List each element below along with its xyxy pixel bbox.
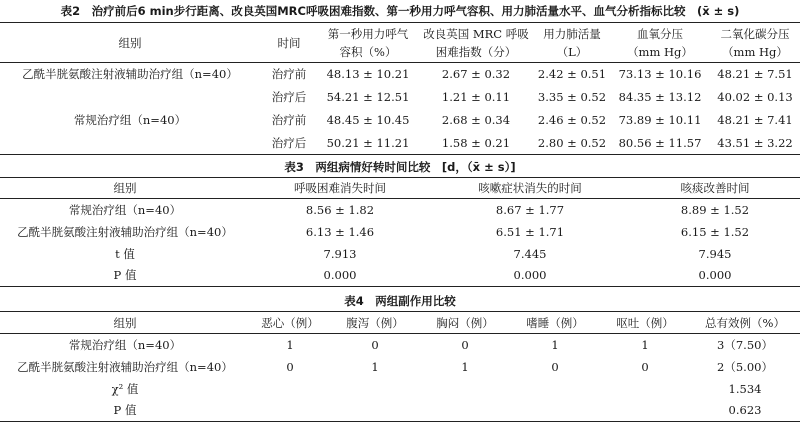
table2-cell-pao2: 80.56 ± 11.57 bbox=[618, 135, 702, 150]
table4-cell-stat-label: P 值 bbox=[113, 403, 137, 418]
table-row bbox=[0, 265, 800, 287]
table4-cell: 0 bbox=[641, 359, 649, 374]
table4-header-chest: 胸闷（例） bbox=[420, 312, 510, 334]
table3-cell: 0.000 bbox=[513, 268, 547, 283]
table2-cell-paco2: 43.51 ± 3.22 bbox=[717, 135, 793, 150]
table2-cell-fev1: 50.21 ± 11.21 bbox=[326, 135, 410, 150]
table2-cell-fvc: 2.46 ± 0.52 bbox=[537, 113, 607, 127]
table2-header-group: 组别 bbox=[0, 23, 260, 63]
table-row bbox=[0, 199, 800, 221]
table-row bbox=[0, 63, 800, 86]
table4-cell bbox=[330, 400, 420, 422]
table4-cell bbox=[330, 378, 420, 400]
table4-cell: 1 bbox=[600, 334, 690, 356]
table-row bbox=[0, 86, 800, 109]
table4-cell: 0 bbox=[330, 334, 420, 356]
table3-cell: 8.56 ± 1.82 bbox=[250, 199, 430, 221]
table4-cell bbox=[600, 400, 690, 422]
table3-cell: 8.67 ± 1.77 bbox=[430, 199, 630, 221]
table2-cell-fvc: 2.80 ± 0.52 bbox=[537, 135, 607, 150]
table4-header-total: 总有效例（%） bbox=[690, 312, 800, 334]
table2-cell-time: 治疗后 bbox=[271, 90, 307, 104]
table4-cell bbox=[510, 378, 600, 400]
table4-header-drowsy: 嗜睡（例） bbox=[510, 312, 600, 334]
table3-cell: 6.15 ± 1.52 bbox=[680, 224, 750, 239]
table4-cell bbox=[420, 378, 510, 400]
table4-cell: 2（5.00） bbox=[717, 359, 773, 374]
table2-cell-time: 治疗前 bbox=[260, 63, 318, 86]
table3-title: 表3 两组病情好转时间比较 [d，（x̄ ± s）] bbox=[284, 160, 516, 174]
table2-cell-pao2: 73.89 ± 10.11 bbox=[618, 113, 702, 127]
table3-cell: 6.51 ± 1.71 bbox=[495, 224, 565, 239]
table4-cell bbox=[250, 378, 330, 400]
table-row bbox=[0, 334, 800, 356]
table-row bbox=[0, 221, 800, 243]
table4-cell: 1.534 bbox=[728, 381, 762, 396]
table-row bbox=[0, 132, 800, 155]
table3-cell: 7.913 bbox=[323, 246, 357, 261]
table-row bbox=[0, 109, 800, 132]
table4-cell: 1 bbox=[461, 359, 469, 374]
table3-cell-group: 常规治疗组（n=40） bbox=[0, 199, 250, 221]
table4-cell-group: 乙酰半胱氨酸注射液辅助治疗组（n=40） bbox=[17, 359, 233, 374]
table2-header-paco2: 二氧化碳分压 （mm Hg） bbox=[710, 23, 800, 63]
table3-header-cough: 咳嗽症状消失的时间 bbox=[430, 178, 630, 199]
table3-cell: 0.000 bbox=[323, 268, 357, 283]
table3-header-dyspnea: 呼吸困难消失时间 bbox=[250, 178, 430, 199]
table4-cell bbox=[420, 400, 510, 422]
table-row bbox=[0, 356, 800, 378]
table2-header-mrc: 改良英国 MRC 呼吸 困难指数（分） bbox=[418, 23, 534, 63]
table2-group-name: 乙酰半胱氨酸注射液辅助治疗组（n=40） bbox=[0, 63, 260, 86]
table4-cell: 1 bbox=[250, 334, 330, 356]
table-row bbox=[0, 400, 800, 422]
table-row bbox=[0, 243, 800, 265]
table2-group-name: 常规治疗组（n=40） bbox=[73, 113, 187, 127]
table2-cell-fev1: 54.21 ± 12.51 bbox=[326, 90, 410, 104]
table4-title: 表4 两组副作用比较 bbox=[344, 294, 456, 308]
table4-cell: 0 bbox=[420, 334, 510, 356]
table4-cell-stat-label: χ² 值 bbox=[111, 381, 139, 396]
table3-header-group: 组别 bbox=[0, 178, 250, 199]
table2-cell-time: 治疗前 bbox=[271, 113, 307, 127]
table2-cell-mrc: 2.67 ± 0.32 bbox=[418, 63, 534, 86]
table4-cell-group: 常规治疗组（n=40） bbox=[0, 334, 250, 356]
table2-header-pao2: 血氧分压 （mm Hg） bbox=[610, 23, 710, 63]
table4-cell: 1 bbox=[510, 334, 600, 356]
table2-title: 表2 治疗前后6 min步行距离、改良英国MRC呼吸困难指数、第一秒用力呼气容积、用力肺活量水平、血气分析指标比较 (x̄ ± s) bbox=[60, 4, 740, 18]
table4-cell: 1 bbox=[371, 359, 379, 374]
table2-cell-mrc: 1.21 ± 0.11 bbox=[441, 90, 511, 104]
table3-cell: 8.89 ± 1.52 bbox=[630, 199, 800, 221]
table2-cell-paco2: 40.02 ± 0.13 bbox=[717, 90, 793, 104]
table3 bbox=[0, 177, 800, 287]
table2-cell-fvc: 3.35 ± 0.52 bbox=[537, 90, 607, 104]
table3-cell: 7.445 bbox=[513, 246, 547, 261]
table2-cell-pao2: 84.35 ± 13.12 bbox=[618, 90, 702, 104]
table4-header-nausea: 恶心（例） bbox=[250, 312, 330, 334]
table4-cell: 0 bbox=[551, 359, 559, 374]
table2-header-time: 时间 bbox=[260, 23, 318, 63]
table2-cell-mrc: 1.58 ± 0.21 bbox=[441, 135, 511, 150]
table4-cell: 0 bbox=[286, 359, 294, 374]
table2-cell-pao2: 73.13 ± 10.16 bbox=[610, 63, 710, 86]
table-row bbox=[0, 378, 800, 400]
table2-cell-paco2: 48.21 ± 7.51 bbox=[710, 63, 800, 86]
table3-header-sputum: 咳痰改善时间 bbox=[630, 178, 800, 199]
table4 bbox=[0, 311, 800, 422]
table3-cell-stat-label: P 值 bbox=[113, 268, 137, 283]
table3-cell-stat-label: t 值 bbox=[115, 246, 135, 261]
table4-header-group: 组别 bbox=[0, 312, 250, 334]
table2-cell-fev1: 48.13 ± 10.21 bbox=[318, 63, 418, 86]
table4-cell bbox=[600, 378, 690, 400]
table4-cell: 0.623 bbox=[728, 403, 762, 418]
table2-header-fvc: 用力肺活量 （L） bbox=[534, 23, 610, 63]
table3-cell: 0.000 bbox=[698, 268, 732, 283]
table3-cell-group: 乙酰半胱氨酸注射液辅助治疗组（n=40） bbox=[17, 224, 233, 239]
table2-cell-fvc: 2.42 ± 0.51 bbox=[534, 63, 610, 86]
table4-header-vomit: 呕吐（例） bbox=[600, 312, 690, 334]
table3-cell: 6.13 ± 1.46 bbox=[305, 224, 375, 239]
table4-cell bbox=[510, 400, 600, 422]
table2 bbox=[0, 22, 800, 155]
table2-cell-paco2: 48.21 ± 7.41 bbox=[717, 113, 793, 127]
table2-cell-fev1: 48.45 ± 10.45 bbox=[326, 113, 410, 127]
table2-cell-mrc: 2.68 ± 0.34 bbox=[441, 113, 511, 127]
table4-cell: 3（7.50） bbox=[690, 334, 800, 356]
table4-header-diarrhea: 腹泻（例） bbox=[330, 312, 420, 334]
table4-cell bbox=[250, 400, 330, 422]
table2-header-fev1: 第一秒用力呼气 容积（%） bbox=[318, 23, 418, 63]
table2-cell-time: 治疗后 bbox=[271, 135, 307, 150]
table3-cell: 7.945 bbox=[698, 246, 732, 261]
